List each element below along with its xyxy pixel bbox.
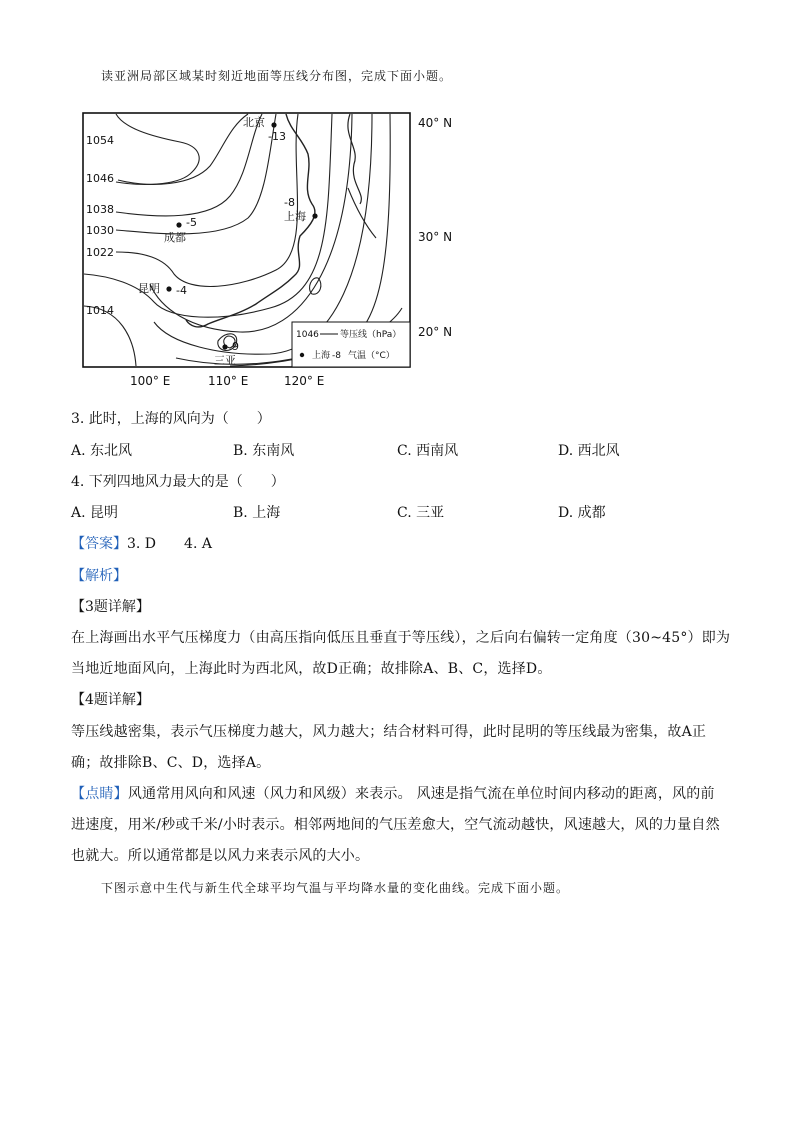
answer-text: 3. D 4. A xyxy=(127,536,212,552)
city-temp-shanghai: -8 xyxy=(284,196,295,209)
tip-line-3: 也就大。所以通常都是以风力来表示风的大小。 xyxy=(71,848,370,864)
svg-text:1046: 1046 xyxy=(296,330,319,340)
city-dot-sanya xyxy=(222,344,227,349)
svg-text:-8: -8 xyxy=(332,351,341,361)
isobar-label: 1022 xyxy=(86,246,114,259)
q4-option-c[interactable]: C. 三亚 xyxy=(397,505,445,521)
isobar-label: 1046 xyxy=(86,172,114,185)
isobar-map xyxy=(80,108,480,393)
intro-text-2: 下图示意中生代与新生代全球平均气温与平均降水量的变化曲线。完成下面小题。 xyxy=(101,881,570,895)
svg-text:上海: 上海 xyxy=(312,351,331,361)
detail-4-label: 【4题详解】 xyxy=(71,692,150,708)
q4-option-a[interactable]: A. 昆明 xyxy=(71,505,119,521)
lon-label-120e: 120° E xyxy=(284,374,325,388)
isobar-label: 1030 xyxy=(86,224,114,237)
city-temp-beijing: -13 xyxy=(268,130,286,143)
q3-option-b[interactable]: B. 东南风 xyxy=(233,443,295,459)
lat-label-40n: 40° N xyxy=(418,116,453,130)
city-dot-chengdu xyxy=(176,222,181,227)
map-legend xyxy=(292,322,410,367)
q3-option-c[interactable]: C. 西南风 xyxy=(397,443,459,459)
detail-3-line-1: 在上海画出水平气压梯度力（由高压指向低压且垂直于等压线），之后向右偏转一定角度（30~45°）即为 xyxy=(71,630,731,646)
city-name-kunming: 昆明 xyxy=(138,282,160,295)
tip-line-2: 进速度，用米/秒或千米/小时表示。相邻两地间的气压差愈大，空气流动越快，风速越大，风的力量自然 xyxy=(71,817,720,833)
detail-3-line-2: 当地近地面风向，上海此时为西北风，故D正确；故排除A、B、C，选择D。 xyxy=(71,661,552,677)
svg-text:等压线（hPa）: 等压线（hPa） xyxy=(340,330,402,340)
tip-label: 【点睛】 xyxy=(71,786,128,802)
city-temp-sanya: 9 xyxy=(232,340,239,353)
intro-text-1: 读亚洲局部区域某时刻近地面等压线分布图，完成下面小题。 xyxy=(101,69,453,83)
question-3-stem: 3. 此时，上海的风向为（ ） xyxy=(71,411,271,427)
answer-label: 【答案】 xyxy=(71,536,127,552)
q4-option-d[interactable]: D. 成都 xyxy=(558,505,606,521)
city-name-shanghai: 上海 xyxy=(284,210,306,223)
detail-4-line-2: 确；故排除B、C、D，选择A。 xyxy=(71,755,271,771)
lon-label-110e: 110° E xyxy=(208,374,249,388)
lat-label-30n: 30° N xyxy=(418,230,453,244)
city-temp-kunming: -4 xyxy=(176,284,187,297)
city-dot-shanghai xyxy=(312,213,317,218)
city-name-chengdu: 成都 xyxy=(164,231,186,244)
question-4-stem: 4. 下列四地风力最大的是（ ） xyxy=(71,474,285,490)
tip-line-1 xyxy=(71,784,715,804)
lon-label-100e: 100° E xyxy=(130,374,171,388)
lat-label-20n: 20° N xyxy=(418,325,453,339)
q3-option-d[interactable]: D. 西北风 xyxy=(558,443,620,459)
analysis-label: 【解析】 xyxy=(71,568,127,584)
city-dot-kunming xyxy=(166,286,171,291)
tip-text-1: 风通常用风向和风速（风力和风级）来表示。 风速是指气流在单位时间内移动的距离，风的前 xyxy=(127,786,715,802)
detail-3-label: 【3题详解】 xyxy=(71,599,150,615)
city-temp-chengdu: -5 xyxy=(186,216,197,229)
city-name-beijing: 北京 xyxy=(243,116,265,129)
answer-line xyxy=(71,534,212,554)
q4-option-b[interactable]: B. 上海 xyxy=(233,505,281,521)
isobar-label: 1054 xyxy=(86,134,114,147)
city-name-sanya: 三亚 xyxy=(214,354,236,367)
svg-text:气温（°C）: 气温（°C） xyxy=(348,351,395,361)
isobar-label: 1038 xyxy=(86,203,114,216)
detail-4-line-1: 等压线越密集，表示气压梯度力越大，风力越大；结合材料可得，此时昆明的等压线最为密集，故A正 xyxy=(71,724,707,740)
isobar-label: 1014 xyxy=(86,304,114,317)
city-dot-beijing xyxy=(271,122,276,127)
q3-option-a[interactable]: A. 东北风 xyxy=(71,443,133,459)
